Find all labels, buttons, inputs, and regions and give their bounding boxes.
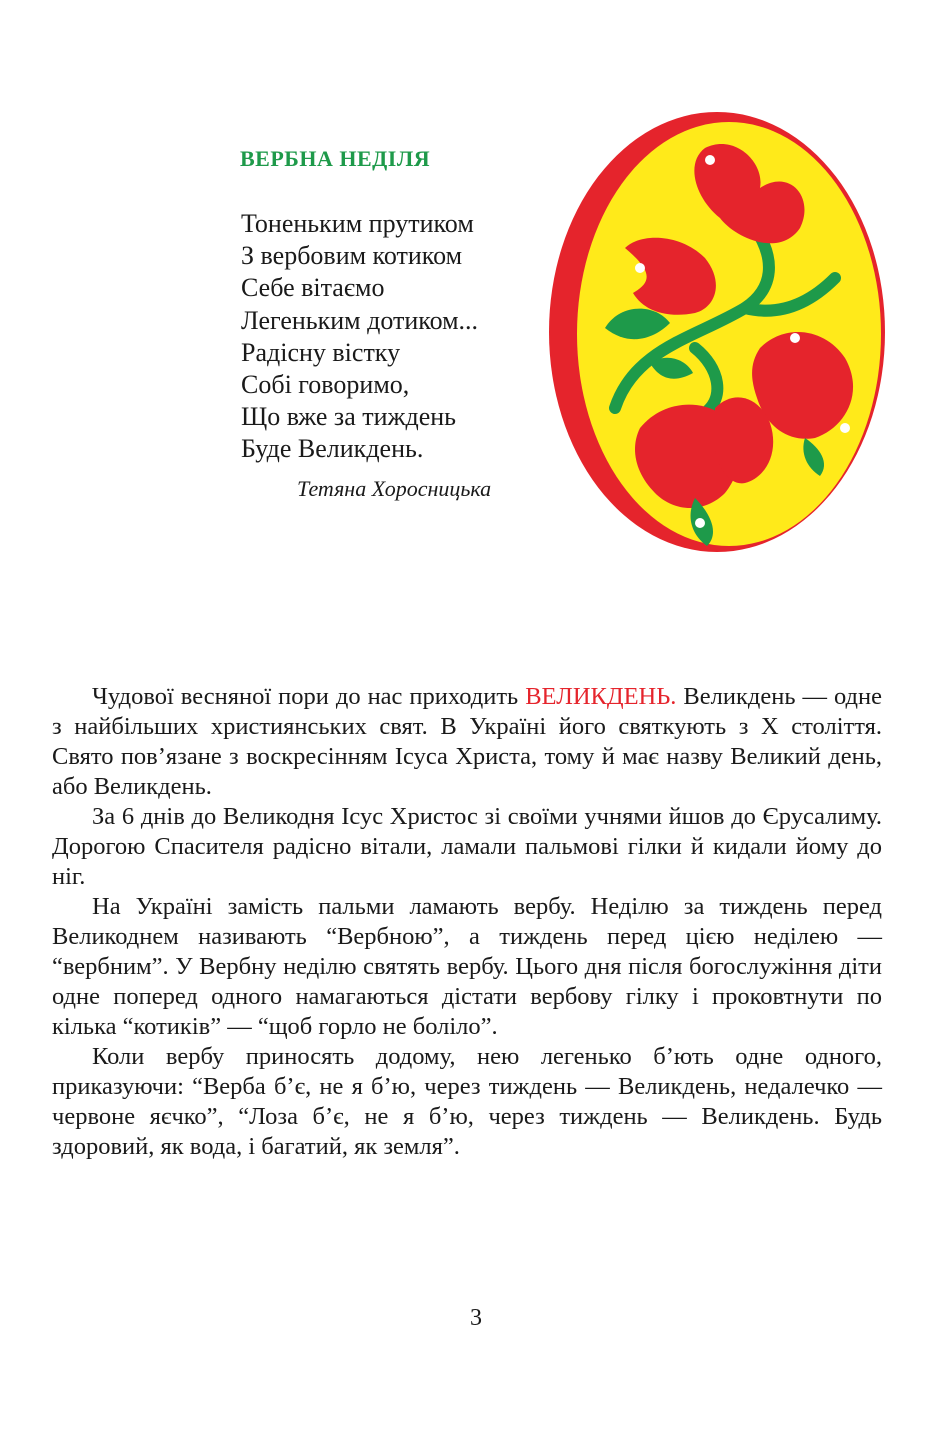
paragraph-1-lead: Чудової весняної пори до нас приходить: [92, 683, 519, 710]
dot: [695, 518, 705, 528]
poem-line: Буде Великдень.: [241, 434, 424, 464]
paragraph-3: На Україні замість пальми ламають вербу. Неділю за тиждень перед Великоднем називають “Вербною”, а тиждень перед цією неділею — “вербним”. У Вербну неділю святять вербу. Цього дня після богослужіння діти одне поперед одного намагаються дістати вербову гілку і проковтнути по кілька “котиків” — “щоб горло не боліло”.: [52, 893, 882, 1040]
easter-highlight: ВЕЛИКДЕНЬ.: [525, 683, 677, 710]
dot: [705, 155, 715, 165]
poem-line: Легеньким дотиком...: [241, 305, 479, 335]
paragraph-1: [52, 682, 882, 802]
poem-line: Що вже за тиждень: [241, 402, 457, 432]
page-number: 3: [470, 1305, 482, 1331]
poem-line: З вербовим котиком: [241, 241, 463, 271]
poem-stanza: [241, 208, 478, 466]
dot: [840, 423, 850, 433]
poem-line: Тоненьким прутиком: [241, 209, 474, 238]
paragraph-2: За 6 днів до Великодня Ісус Христос зі своїми учнями йшов до Єрусалиму. Дорогою Спасителя радісно вітали, ламали пальмові гілки й кидали йому до ніг.: [52, 803, 882, 890]
dot: [635, 263, 645, 273]
paragraph-1-rest: Великдень — одне з найбільших християнських свят. В Україні його святкують з Х століття. Свято пов’язане з воскресінням Ісуса Христа, тому й має назву Великий день, або Великдень.: [52, 683, 882, 800]
poem-line: Собі говоримо,: [241, 370, 410, 400]
poem-line: Радісну вістку: [241, 337, 401, 367]
poem-author: Тетяна Хоросницька: [297, 476, 492, 501]
dot: [790, 333, 800, 343]
article-body: [52, 682, 882, 1162]
pysanka-easter-egg-illustration: [545, 108, 890, 556]
poem-title: ВЕРБНА НЕДІЛЯ: [240, 146, 431, 171]
paragraph-4: Коли вербу приносять додому, нею легенько б’ють одне одного, приказуючи: “Верба б’є, не я б’ю, через тиждень — Великдень, недалечко — червоне яєчко”, “Лоза б’є, не я б’ю, через тиждень — Великдень. Будь здоровий, як вода, і багатий, як земля”.: [52, 1043, 882, 1160]
poem-line: Себе вітаємо: [241, 273, 385, 303]
